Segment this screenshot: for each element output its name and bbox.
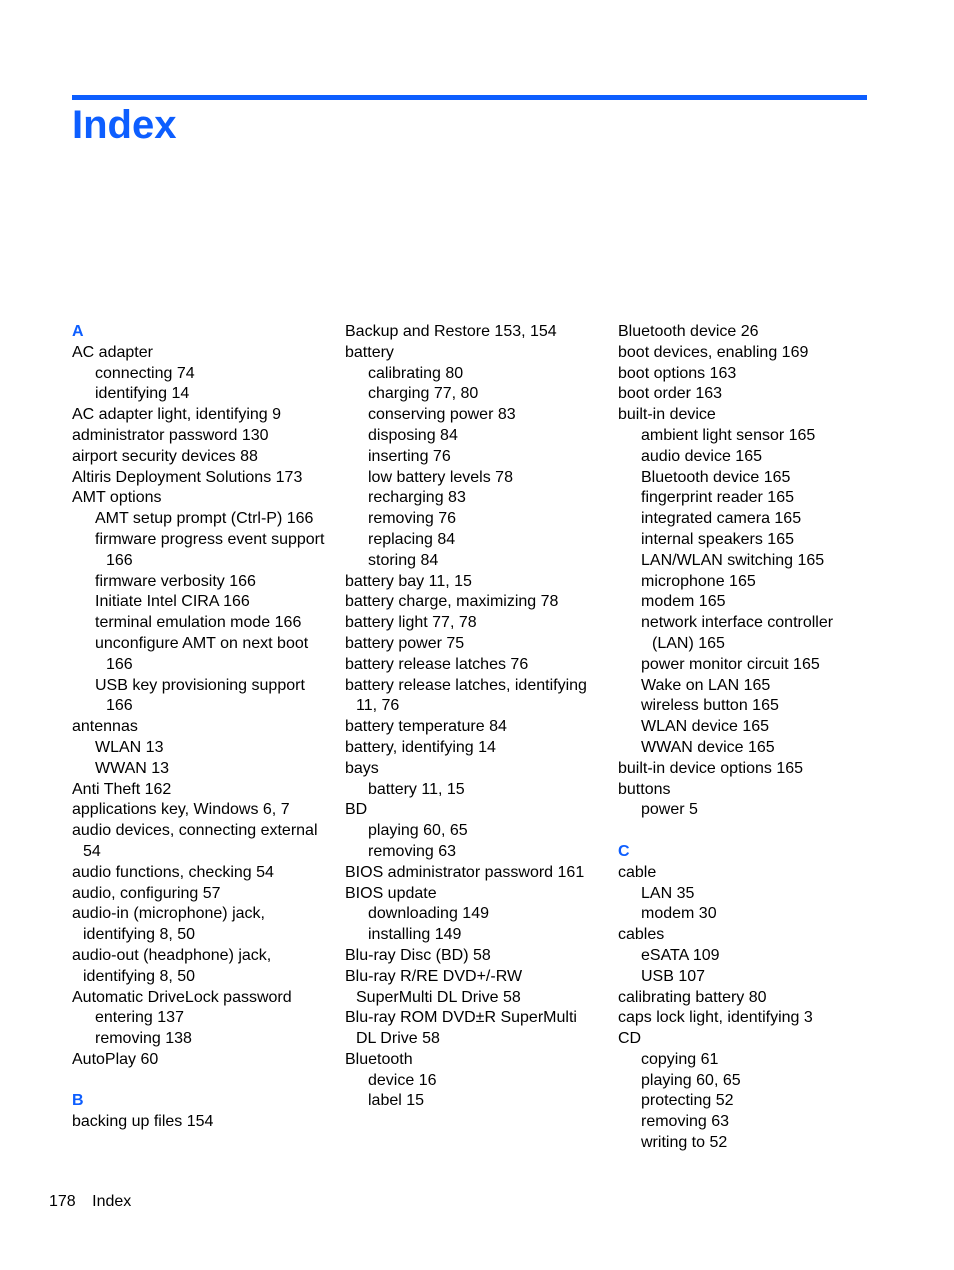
index-subentry: storing 84	[368, 551, 439, 569]
index-column-3	[618, 322, 868, 1154]
index-subentry: Bluetooth device 165	[641, 468, 791, 486]
index-entry: bays	[345, 759, 379, 777]
index-entry: battery release latches 76	[345, 655, 529, 673]
index-subentry: WLAN 13	[95, 738, 164, 756]
index-entry: CD	[618, 1030, 642, 1048]
index-entry: battery release latches, identifying 11, 76	[345, 676, 587, 715]
index-entry: audio-out (headphone) jack, identifying 8, 50	[72, 946, 272, 985]
index-subentry: downloading 149	[368, 905, 489, 923]
page-number: 178	[49, 1193, 76, 1210]
index-entry: battery	[345, 343, 394, 361]
index-entry: battery charge, maximizing 78	[345, 593, 559, 611]
index-subentry: removing 76	[368, 510, 457, 528]
index-entry: backing up files 154	[72, 1113, 214, 1131]
index-entry: AutoPlay 60	[72, 1050, 159, 1068]
index-entry: audio-in (microphone) jack, identifying 8, 50	[72, 905, 265, 944]
index-entry: Blu-ray Disc (BD) 58	[345, 946, 491, 964]
index-subentry: power monitor circuit 165	[641, 655, 820, 673]
index-entry: calibrating battery 80	[618, 988, 767, 1006]
index-subentry: replacing 84	[368, 530, 456, 548]
index-entry: AMT options	[72, 489, 162, 507]
index-subentry: removing 63	[368, 842, 457, 860]
index-subentry: modem 30	[641, 905, 717, 923]
index-entry: Blu-ray ROM DVD±R SuperMulti DL Drive 58	[345, 1009, 577, 1048]
index-subentry: eSATA 109	[641, 946, 720, 964]
index-section-letter: B	[72, 1092, 84, 1110]
index-column-1	[72, 322, 327, 1133]
index-entry: built-in device options 165	[618, 759, 804, 777]
index-entry: BD	[345, 801, 368, 819]
index-entry: Altiris Deployment Solutions 173	[72, 468, 303, 486]
index-subentry: entering 137	[95, 1009, 184, 1027]
index-subentry: installing 149	[368, 926, 462, 944]
index-section-letter: C	[618, 842, 630, 860]
index-entry: Blu-ray R/RE DVD+/-RW SuperMulti DL Drive 58	[345, 967, 523, 1006]
index-entry: battery, identifying 14	[345, 738, 496, 756]
index-subentry: playing 60, 65	[641, 1071, 741, 1089]
index-subentry: power 5	[641, 801, 698, 819]
index-subentry: network interface controller (LAN) 165	[641, 614, 834, 652]
index-subentry: inserting 76	[368, 447, 451, 465]
index-entry: caps lock light, identifying 3	[618, 1009, 813, 1027]
section-spacer	[72, 1071, 327, 1092]
index-subentry: Initiate Intel CIRA 166	[95, 593, 250, 611]
index-entry: battery power 75	[345, 634, 465, 652]
index-entry: battery temperature 84	[345, 718, 507, 736]
index-entry: Anti Theft 162	[72, 780, 172, 798]
index-subentry: terminal emulation mode 166	[95, 614, 302, 632]
index-subentry: calibrating 80	[368, 364, 464, 382]
index-entry: BIOS administrator password 161	[345, 863, 585, 881]
index-entry: battery light 77, 78	[345, 614, 477, 632]
index-subentry: recharging 83	[368, 489, 466, 507]
index-subentry: unconfigure AMT on next boot 166	[95, 634, 309, 673]
index-subentry: audio device 165	[641, 447, 762, 465]
section-spacer	[618, 821, 868, 842]
index-entry: boot order 163	[618, 385, 723, 403]
index-entry: antennas	[72, 718, 138, 736]
index-entry: audio functions, checking 54	[72, 863, 274, 881]
index-subentry: Wake on LAN 165	[641, 676, 771, 694]
index-entry: applications key, Windows 6, 7	[72, 801, 290, 819]
index-subentry: internal speakers 165	[641, 530, 794, 548]
index-subentry: copying 61	[641, 1050, 719, 1068]
page-title: Index	[72, 103, 177, 147]
index-subentry: AMT setup prompt (Ctrl-P) 166	[95, 510, 314, 528]
index-entry: Backup and Restore 153, 154	[345, 323, 557, 340]
index-entry: audio devices, connecting external 54	[72, 822, 318, 860]
index-entry: airport security devices 88	[72, 447, 258, 465]
index-subentry: charging 77, 80	[368, 385, 479, 403]
index-subentry: firmware verbosity 166	[95, 572, 256, 590]
index-entry: buttons	[618, 780, 671, 798]
index-subentry: connecting 74	[95, 364, 195, 382]
index-entry: AC adapter	[72, 343, 153, 361]
index-subentry: protecting 52	[641, 1092, 734, 1110]
index-subentry: playing 60, 65	[368, 822, 468, 840]
index-subentry: device 16	[368, 1071, 437, 1089]
index-subentry: WLAN device 165	[641, 718, 770, 736]
index-entry: Automatic DriveLock password	[72, 988, 292, 1006]
index-subentry: low battery levels 78	[368, 468, 513, 486]
index-entry: Bluetooth	[345, 1050, 413, 1068]
footer-section-title: Index	[92, 1193, 132, 1210]
index-subentry: modem 165	[641, 593, 726, 611]
index-entry: cable	[618, 863, 657, 881]
index-entry: battery bay 11, 15	[345, 572, 472, 590]
index-subentry: microphone 165	[641, 572, 756, 590]
index-column-2	[345, 322, 595, 1112]
index-subentry: removing 63	[641, 1113, 730, 1131]
index-subentry: fingerprint reader 165	[641, 489, 794, 507]
index-entry: administrator password 130	[72, 426, 269, 444]
index-subentry: WWAN 13	[95, 759, 170, 777]
index-subentry: identifying 14	[95, 385, 190, 403]
page-footer	[49, 1192, 131, 1212]
index-entry: boot devices, enabling 169	[618, 343, 809, 361]
index-entry: audio, configuring 57	[72, 884, 221, 902]
index-subentry: integrated camera 165	[641, 510, 802, 528]
index-entry: AC adapter light, identifying 9	[72, 406, 282, 424]
index-subentry: removing 138	[95, 1030, 192, 1048]
index-subentry: disposing 84	[368, 426, 458, 444]
index-subentry: writing to 52	[641, 1134, 728, 1152]
index-subentry: LAN 35	[641, 884, 695, 902]
index-entry: Bluetooth device 26	[618, 323, 759, 340]
index-subentry: WWAN device 165	[641, 738, 775, 756]
index-subentry: LAN/WLAN switching 165	[641, 551, 825, 569]
index-section-letter: A	[72, 323, 84, 340]
index-subentry: ambient light sensor 165	[641, 426, 816, 444]
index-subentry: label 15	[368, 1092, 425, 1110]
index-entry: cables	[618, 926, 665, 944]
index-subentry: battery 11, 15	[368, 780, 465, 798]
index-entry: BIOS update	[345, 884, 437, 902]
index-subentry: wireless button 165	[641, 697, 779, 715]
title-rule	[72, 95, 867, 100]
index-entry: built-in device	[618, 406, 716, 424]
index-subentry: USB key provisioning support 166	[95, 676, 305, 715]
index-subentry: USB 107	[641, 967, 706, 985]
index-subentry: conserving power 83	[368, 406, 516, 424]
index-subentry: firmware progress event support 166	[95, 530, 325, 569]
index-entry: boot options 163	[618, 364, 737, 382]
